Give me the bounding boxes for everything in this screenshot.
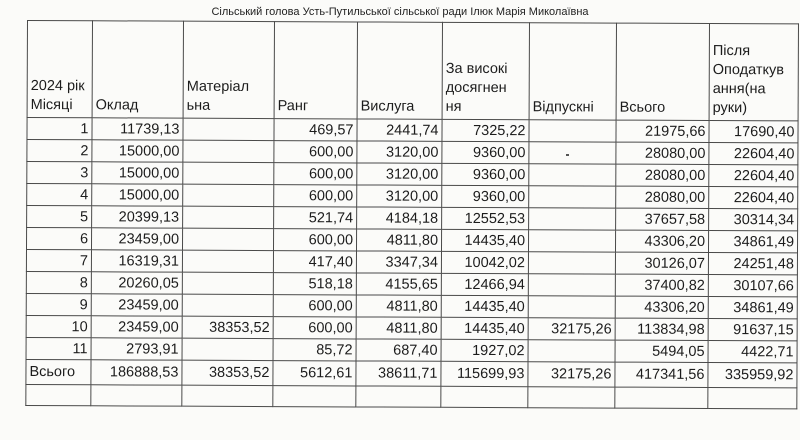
table-cell: 15000,00: [92, 140, 183, 162]
table-cell: 600,00: [273, 317, 356, 339]
header-after-tax: Після Оподаткув ання(на руки): [709, 23, 798, 120]
table-cell: 28080,00: [616, 142, 709, 164]
header-seniority: Вислуга: [357, 22, 442, 119]
table-cell: 4811,80: [356, 317, 441, 339]
empty-cell: [528, 387, 615, 408]
table-cell: 21975,66: [616, 120, 709, 142]
table-cell: 14435,40: [441, 317, 528, 339]
table-cell: [529, 186, 616, 208]
empty-cell: [615, 387, 708, 408]
table-cell: 518,18: [273, 273, 356, 295]
table-cell: 3120,00: [357, 163, 442, 185]
header-vacation-pay: Відпускні: [529, 23, 616, 120]
empty-cell: [441, 386, 528, 407]
total-cell: 5612,61: [273, 361, 356, 386]
table-cell: 600,00: [274, 141, 357, 163]
table-cell: 17690,40: [709, 120, 798, 142]
table-cell: 5494,05: [615, 340, 708, 362]
table-cell: [182, 272, 273, 294]
table-cell: 4184,18: [357, 207, 442, 229]
table-cell: 85,72: [273, 339, 356, 361]
table-cell: 687,40: [356, 339, 441, 361]
table-cell: [183, 140, 274, 162]
table-cell: [183, 162, 274, 184]
table-cell: 9360,00: [442, 185, 529, 207]
table-cell: [182, 338, 273, 360]
table-cell: 15000,00: [92, 184, 183, 206]
table-cell: 600,00: [273, 295, 356, 317]
table-cell: [183, 206, 274, 228]
table-cell: 6: [26, 228, 91, 250]
table-cell: 20399,13: [92, 206, 183, 228]
table-cell: 91637,15: [708, 318, 797, 340]
table-cell: [528, 274, 615, 296]
table-cell: [182, 228, 273, 250]
total-row: [26, 359, 797, 387]
table-cell: 2: [27, 140, 92, 162]
table-cell: [183, 184, 274, 206]
empty-cell: [356, 386, 441, 407]
table-cell: 14435,40: [441, 295, 528, 317]
salary-table: [25, 20, 799, 409]
table-cell: 20260,05: [91, 272, 182, 294]
total-cell: 186888,53: [91, 360, 182, 385]
total-cell: Всього: [26, 359, 91, 384]
total-cell: 38353,52: [182, 360, 273, 385]
table-cell: [182, 250, 273, 272]
table-cell: 7325,22: [442, 119, 529, 141]
table-cell: 469,57: [274, 119, 357, 141]
table-cell: 113834,98: [615, 318, 708, 340]
table-cell: [528, 340, 615, 362]
header-months: 2024 рік Місяці: [27, 21, 92, 118]
table-cell: 28080,00: [616, 186, 709, 208]
table-cell: 16319,31: [91, 250, 182, 272]
total-cell: 38611,71: [356, 361, 441, 386]
table-cell: 10: [26, 315, 91, 337]
table-cell: 34861,49: [708, 230, 797, 252]
table-cell: 22604,40: [709, 164, 798, 186]
table-cell: 23459,00: [91, 294, 182, 316]
table-cell: [529, 142, 616, 164]
empty-cell: [182, 385, 273, 406]
table-cell: 7: [26, 250, 91, 272]
table-cell: 1: [27, 118, 92, 140]
table-cell: 3: [27, 162, 92, 184]
table-cell: 417,40: [273, 251, 356, 273]
header-achievements: За високі досягнен ня: [442, 22, 529, 119]
table-cell: 1927,02: [441, 339, 528, 361]
table-cell: 12466,94: [441, 273, 528, 295]
table-cell: [528, 296, 615, 318]
total-cell: 115699,93: [441, 361, 528, 386]
table-cell: 600,00: [274, 185, 357, 207]
table-cell: [529, 164, 616, 186]
table-cell: 2793,91: [91, 338, 182, 360]
table-cell: 30314,34: [709, 208, 798, 230]
total-cell: 417341,56: [615, 362, 708, 387]
table-cell: 43306,20: [615, 230, 708, 252]
table-cell: [529, 120, 616, 142]
table-cell: 38353,52: [182, 316, 273, 338]
table-cell: 3120,00: [357, 141, 442, 163]
table-cell: 4422,71: [708, 340, 797, 362]
table-cell: 10042,02: [441, 251, 528, 273]
table-body: [26, 118, 798, 409]
empty-row: [26, 384, 797, 408]
table-cell: 600,00: [274, 163, 357, 185]
header-rank: Ранг: [274, 22, 357, 119]
total-cell: 32175,26: [528, 362, 615, 387]
total-cell: 335959,92: [708, 362, 797, 387]
table-cell: 22604,40: [709, 142, 798, 164]
table-cell: 37657,58: [616, 208, 709, 230]
table-cell: [528, 230, 615, 252]
table-cell: [183, 118, 274, 140]
header-row: [27, 21, 798, 121]
table-cell: 4811,80: [356, 229, 441, 251]
table-cell: 23459,00: [91, 316, 182, 338]
table-cell: 22604,40: [709, 186, 798, 208]
document-title: Сільський голова Усть-Путильської сільської ради Ілюк Марія Миколаївна: [211, 6, 589, 18]
table-cell: 30107,66: [708, 274, 797, 296]
table-cell: [529, 208, 616, 230]
empty-cell: [91, 385, 182, 406]
table-cell: 2441,74: [357, 119, 442, 141]
empty-cell: [26, 384, 91, 405]
table-cell: 600,00: [273, 229, 356, 251]
header-total: Всього: [616, 23, 709, 120]
table-cell: 9360,00: [442, 163, 529, 185]
empty-cell: [708, 387, 797, 408]
table-cell: 37400,82: [615, 274, 708, 296]
table-cell: 15000,00: [92, 162, 183, 184]
table-cell: 14435,40: [441, 229, 528, 251]
stray-mark: [566, 154, 569, 156]
table-cell: 43306,20: [615, 296, 708, 318]
table-cell: 3347,34: [356, 251, 441, 273]
table-cell: 3120,00: [357, 185, 442, 207]
table-cell: [528, 252, 615, 274]
table-cell: 23459,00: [91, 228, 182, 250]
table-cell: 11739,13: [92, 118, 183, 140]
table-cell: 30126,07: [615, 252, 708, 274]
table-cell: 8: [26, 271, 91, 293]
table-cell: [182, 294, 273, 316]
table-cell: 4811,80: [356, 295, 441, 317]
table-cell: 12552,53: [442, 207, 529, 229]
table-cell: 11: [26, 337, 91, 359]
table-cell: 32175,26: [528, 318, 615, 340]
empty-cell: [273, 386, 356, 407]
table-cell: 521,74: [274, 207, 357, 229]
table-cell: 5: [27, 206, 92, 228]
table-cell: 9360,00: [442, 141, 529, 163]
header-material-aid: Матеріал ьна: [183, 21, 274, 118]
table-cell: 24251,48: [708, 252, 797, 274]
table-cell: 28080,00: [616, 164, 709, 186]
table-cell: 34861,49: [708, 296, 797, 318]
table-cell: 9: [26, 293, 91, 315]
table-cell: 4: [27, 184, 92, 206]
header-salary: Оклад: [92, 21, 183, 118]
table-cell: 4155,65: [356, 273, 441, 295]
